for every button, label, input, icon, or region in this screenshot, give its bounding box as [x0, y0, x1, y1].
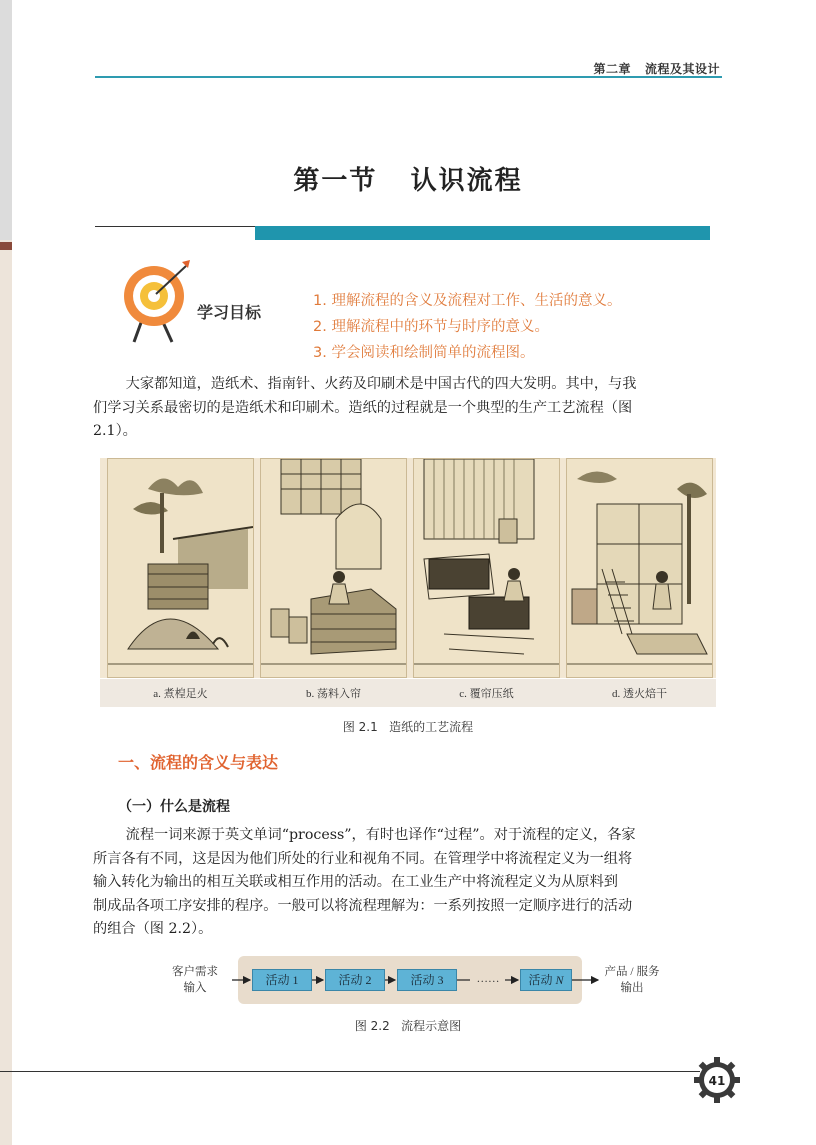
panel-caption-b: b. 荡料入帘: [306, 688, 361, 700]
goal-item-3: 3. 学会阅读和绘制简单的流程图。: [313, 345, 535, 361]
left-margin-marker: [0, 242, 12, 250]
flow-activity-3: 活动 3: [397, 969, 457, 991]
flow-ellipsis: ……: [476, 973, 500, 985]
flow-activity-n-prefix: 活动: [528, 973, 556, 987]
flow-input-line-1: 客户需求: [172, 966, 218, 978]
flow-output-line-1: 产品 / 服务: [604, 966, 660, 978]
figure1-caption: 图 2.1 造纸的工艺流程: [342, 720, 474, 734]
definition-line-1: 流程一词来源于英文单词“process”，有时也译作“过程”。对于流程的定义，各家: [125, 827, 636, 843]
intro-line-3: 2.1）。: [93, 423, 137, 439]
footer-rule: [0, 1071, 700, 1072]
section-title: 第一节 认识流程: [293, 166, 523, 196]
flow-activity-n: [520, 969, 572, 991]
illustration-pressing: [413, 458, 560, 678]
panel-caption-a: a. 煮楻足火: [153, 688, 208, 700]
header-rule: [95, 76, 722, 78]
panel-caption-d: d. 透火焙干: [612, 688, 667, 700]
title-rule: [95, 226, 255, 227]
flow-output-label: [596, 964, 668, 996]
definition-line-5: 的组合（图 2.2）。: [93, 921, 213, 937]
illustration-dipping: [260, 458, 407, 678]
flow-input-line-2: 输入: [183, 982, 207, 994]
definition-paragraph: [93, 824, 723, 942]
flow-activity-n-var: N: [555, 973, 564, 987]
flow-input-label: [160, 964, 230, 996]
title-accent-bar: [255, 226, 710, 240]
intro-line-1: 大家都知道，造纸术、指南针、火药及印刷术是中国古代的四大发明。其中，与我: [125, 376, 637, 392]
section-heading: 一、流程的含义与表达: [118, 753, 279, 772]
flow-output-line-2: 输出: [620, 982, 644, 994]
goal-item-1: 1. 理解流程的含义及流程对工作、生活的意义。: [313, 293, 622, 309]
goal-item-2: 2. 理解流程中的环节与时序的意义。: [313, 319, 549, 335]
definition-line-2: 所言各有不同，这是因为他们所处的行业和视角不同。在管理学中将流程定义为一组将: [93, 850, 633, 867]
intro-paragraph: [93, 373, 723, 444]
definition-line-4: 制成品各项工序安排的程序。一般可以将流程理解为：一系列按照一定顺序进行的活动: [93, 897, 633, 914]
definition-line-3: 输入转化为输出的相互关联或相互作用的活动。在工业生产中将流程定义为从原料到: [93, 874, 618, 890]
figure2-caption: 图 2.2 流程示意图: [354, 1019, 462, 1033]
page-number: 41: [708, 1074, 726, 1088]
intro-line-2: 们学习关系最密切的是造纸术和印刷术。造纸的过程就是一个典型的生产工艺流程（图: [93, 399, 633, 416]
target-icon: [120, 258, 200, 344]
running-header: 第二章 流程及其设计: [593, 62, 720, 76]
subsection-heading: （一）什么是流程: [118, 799, 230, 815]
goals-label: 学习目标: [197, 303, 262, 322]
panel-caption-c: c. 覆帘压纸: [459, 688, 514, 700]
left-margin-strip-top: [0, 0, 12, 240]
illustration-boiling: [107, 458, 254, 678]
papermaking-figure: [100, 458, 716, 678]
illustration-drying: [566, 458, 713, 678]
flow-activity-2: 活动 2: [325, 969, 385, 991]
flow-activity-1: 活动 1: [252, 969, 312, 991]
figure1-panel-captions: [100, 679, 716, 707]
